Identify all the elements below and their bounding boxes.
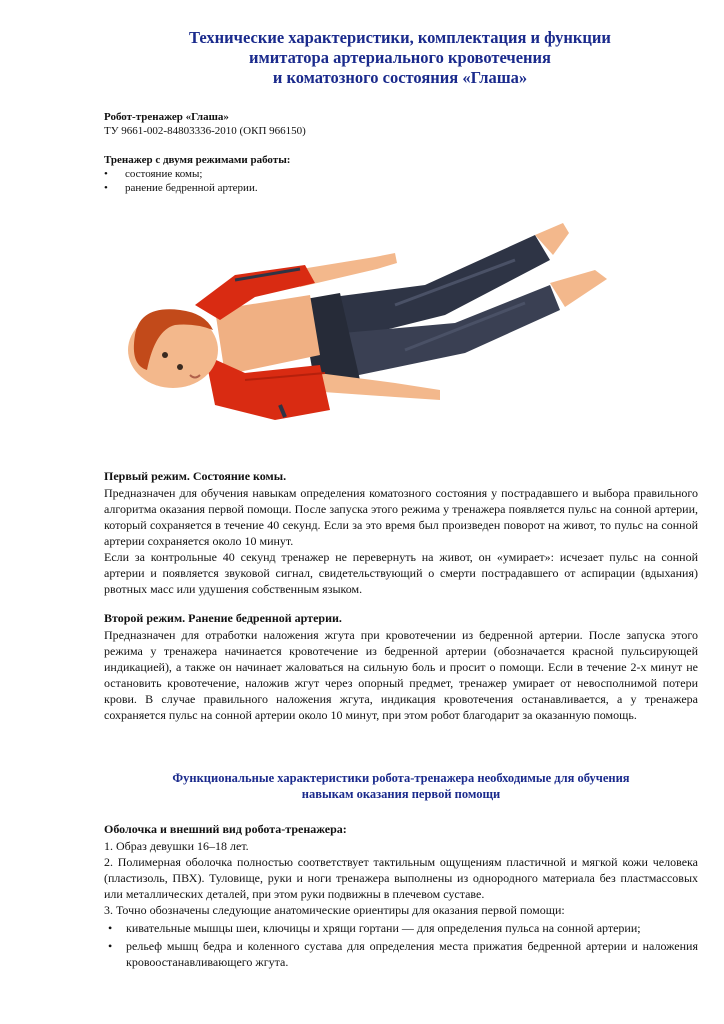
product-code: ТУ 9661-002-84803336-2010 (ОКП 966150) [104,125,306,137]
mode-1-section [104,468,698,597]
shell-item-2: 2. Полимерная оболочка полностью соответствует тактильным ощущениям пластичной и мягкой кожи человека (пластизоль, ПВХ). Туловище, руки и ноги тренажера выполнены из однородного материала без пластмассовых или металлических деталей, при этом руки подвижны в плечевом суставе. [104,855,698,901]
landmark-list-item: • кивательные мышцы шеи, ключицы и хрящи гортани — для определения пульса на сонной артерии; [104,920,698,936]
product-info [104,110,306,138]
mode-2-section [104,610,698,723]
modes-heading: Тренажер с двумя режимами работы: [104,154,291,166]
modes-block [104,153,290,195]
mode-1-paragraph-1: Предназначен для обучения навыкам определения коматозного состояния у пострадавшего и выбора правильного алгоритма оказания первой помощи. После запуска этого режима у тренажера появляется пульс на сонной артерии, который сохраняется в течение 40 секунд. Если за это время был произведен поворот на живот, то пульс на сонной артерии сохраняется около 10 минут. [104,486,698,548]
subtitle-line-1: Функциональные характеристики робота-тренажера необходимые для обучения [172,771,630,785]
mode-2-heading: Второй режим. Ранение бедренной артерии. [104,611,342,625]
title-line-2: имитатора артериального кровотечения [249,48,551,67]
document-title [110,28,690,88]
landmark-list-item: • рельеф мышц бедра и коленного сустава для определения места прижатия бедренной артерии и наложения кровоостанавливающего жгута. [104,938,698,970]
mode-list-item: • состояние комы; [104,167,290,181]
mode-2-paragraph: Предназначен для отработки наложения жгута при кровотечении из бедренной артерии. После запуска этого режима у тренажера начинается кровотечение из бедренной артерии (обозначается красной пульсирующей индикацией), а также он начинает жаловаться на сильную боль и просит о помощи. Если в течение 2-х минут не остановить кровотечение, наложив жгут через опорный предмет, тренажер умирает от невосполнимой потери крови. В случае правильного наложения жгута, индикация кровотечения останавливается, а у тренажера сохраняется пульс на сонной артерии около 10 минут, при этом робот благодарит за оказанную помощь. [104,628,698,722]
product-name: Робот-тренажер «Глаша» [104,111,229,123]
mode-list-item: • ранение бедренной артерии. [104,181,290,195]
mode-1-heading: Первый режим. Состояние комы. [104,469,287,483]
shell-item-3: 3. Точно обозначены следующие анатомические ориентиры для оказания первой помощи: [104,903,565,917]
shell-item-1: 1. Образ девушки 16–18 лет. [104,839,249,853]
title-line-3: и коматозного состояния «Глаша» [272,68,528,87]
shell-section [104,821,698,970]
shell-heading: Оболочка и внешний вид робота-тренажера: [104,822,347,836]
subtitle-line-2: навыкам оказания первой помощи [301,787,501,801]
mode-1-paragraph-2: Если за контрольные 40 секунд тренажер не перевернуть на живот, он «умирает»: исчезает пульс на сонной артерии и появляется звуковой сигнал, свидетельствующий о смерти пострадавшего от аспирации (вдыхания) рвотных масс или удушения собственным языком. [104,550,698,596]
training-manikin-image [95,205,635,440]
functional-characteristics-title [104,770,698,802]
title-line-1: Технические характеристики, комплектация и функции [189,28,611,47]
